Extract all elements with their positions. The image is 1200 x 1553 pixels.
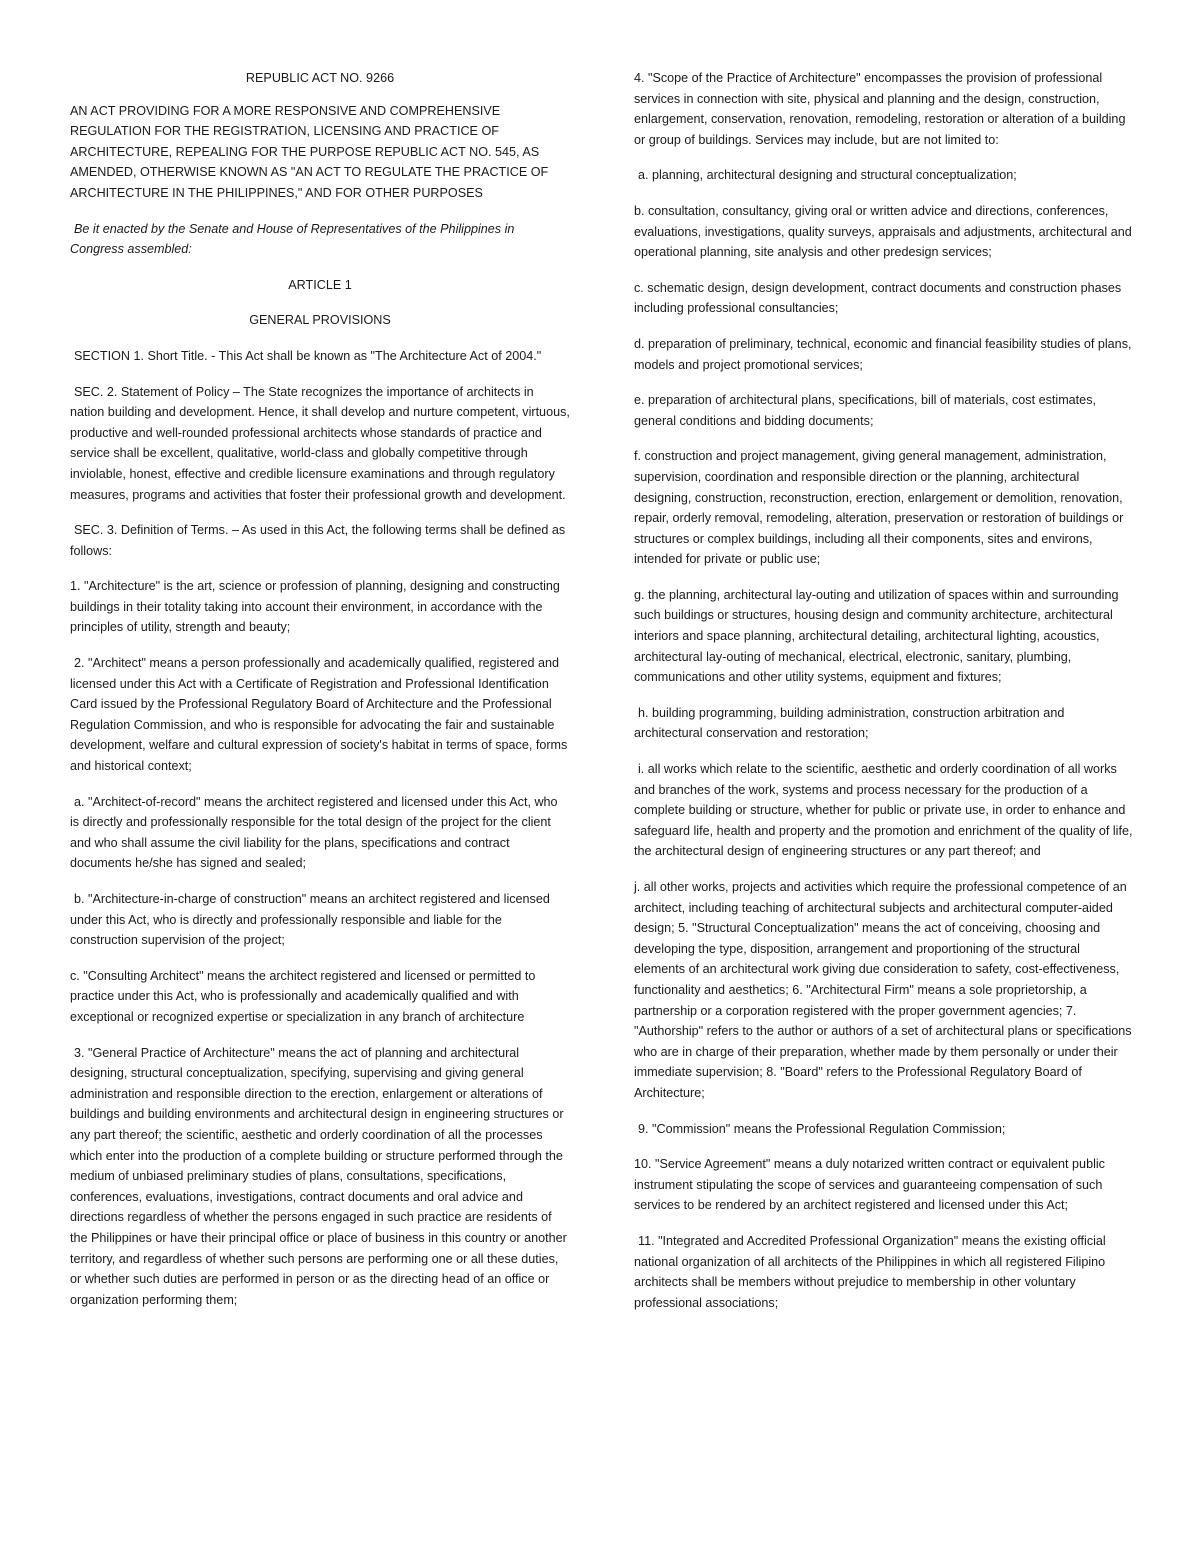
section-2: SEC. 2. Statement of Policy – The State recognizes the importance of architects in nation building and development. Hence, it shall develop and nurture competent, virtuous, productive and well-rounded professional architects whose standards of practice and service shall be excellent, qualitative, world-class and globally competitive through inviolable, honest, effective and credible licensure examinations and through regulatory measures, programs and activities that foster their professional growth and development. xyxy=(70,384,570,502)
right-column xyxy=(634,68,1134,1328)
scope-item-h: h. building programming, building administration, construction arbitration and architectural conservation and restoration; xyxy=(634,705,1065,741)
article-number: ARTICLE 1 xyxy=(288,277,352,292)
article-heading: GENERAL PROVISIONS xyxy=(249,313,391,328)
scope-item-c: c. schematic design, design development, contract documents and construction phases including professional consultancies; xyxy=(634,280,1122,316)
act-long-title: AN ACT PROVIDING FOR A MORE RESPONSIVE AND COMPREHENSIVE REGULATION FOR THE REGISTRATION, LICENSING AND PRACTICE OF ARCHITECTURE, REPEALING FOR THE PURPOSE REPUBLIC ACT NO. 545, AS AMENDED, OTHERWISE KNOWN AS "AN ACT TO REGULATE THE PRACTICE OF ARCHITECTURE IN THE PHILIPPINES," AND FOR OTHER PURPOSES xyxy=(70,103,549,200)
definition-3: 3. "General Practice of Architecture" means the act of planning and architectural designing, structural conceptualization, specifying, supervising and giving general administration and responsible direction to the erection, enlargement or alterations of buildings and building environments and architectural design in engineering structures or any part thereof; the scientific, aesthetic and orderly coordination of all the processes which enter into the production of a complete building or structure performed through the medium of unbiased preliminary studies of plans, consultations, specifications, conferences, evaluations, investigations, contract documents and oral advice and directions regardless of whether the persons engaged in such practice are residents of the Philippines or have their principal office or place of business in this country or another territory, and regardless of whether such persons are performing one or all these duties, or whether such duties are performed in person or as the directing head of an office or organization performing them; xyxy=(70,1045,567,1307)
scope-item-g: g. the planning, architectural lay-outing and utilization of spaces within and surrounding such buildings or structures, housing design and community architecture, architectural interiors and space planning, architectural detailing, architectural lighting, acoustics, architectural lay-outing of mechanical, electrical, electronic, sanitary, plumbing, communications and other utility systems, equipment and fixtures; xyxy=(634,587,1119,685)
scope-item-f: f. construction and project management, giving general management, administration, supervision, coordination and responsible direction or the planning, architectural designing, construction, reconstruction, erection, enlargement or demolition, renovation, repair, orderly removal, remodeling, alteration, preservation or restoration of buildings or structures or complex buildings, including all their components, sites and environs, intended for private or public use; xyxy=(634,449,1124,567)
section-1: SECTION 1. Short Title. - This Act shall be known as "The Architecture Act of 2004." xyxy=(74,348,542,363)
left-column xyxy=(70,68,570,1325)
scope-item-d: d. preparation of preliminary, technical, economic and financial feasibility studies of plans, models and project promotional services; xyxy=(634,336,1132,372)
definition-4: 4. "Scope of the Practice of Architecture" encompasses the provision of professional services in connection with site, physical and planning and the design, construction, enlargement, conservation, renovation, remodeling, restoration or alteration of a building or group of buildings. Services may include, but are not limited to: xyxy=(634,71,1126,147)
scope-item-e: e. preparation of architectural plans, specifications, bill of materials, cost estimates, general conditions and bidding documents; xyxy=(634,393,1096,428)
act-title: REPUBLIC ACT NO. 9266 xyxy=(245,71,395,85)
definition-2: 2. "Architect" means a person professionally and academically qualified, registered and licensed under this Act with a Certificate of Registration and Professional Identification Card issued by the Professional Regulatory Board of Architecture and the Professional Regulation Commission, and who is responsible for advocating the fair and sustainable development, welfare and cultural expression of society's habitat in terms of space, forms and historical context; xyxy=(70,656,568,774)
definition-1: 1. "Architecture" is the art, science or profession of planning, designing and constructing buildings in their totality taking into account their environment, in accordance with the principles of utility, strength and beauty; xyxy=(70,579,560,635)
enacting-clause: Be it enacted by the Senate and House of Representatives of the Philippines in Congress assembled: xyxy=(70,221,515,257)
definition-9: 9. "Commission" means the Professional Regulation Commission; xyxy=(638,1121,1006,1136)
scope-item-i: i. all works which relate to the scientific, aesthetic and orderly coordination of all works and branches of the work, systems and process necessary for the production of a complete building or structure, whether for public or private use, in order to enhance and safeguard life, health and property and the promotion and enrichment of the quality of life, the architectural design of engineering structures or any part thereof; and xyxy=(634,762,1133,859)
scope-item-b: b. consultation, consultancy, giving oral or written advice and directions, conferences, evaluations, investigations, quality surveys, appraisals and adjustments, architectural and operational planning, site analysis and other predesign services; xyxy=(634,203,1132,260)
definition-2c: c. "Consulting Architect" means the architect registered and licensed or permitted to practice under this Act, who is professionally and academically qualified and with exceptional or recognized expertise or specialization in any branch of architecture xyxy=(70,968,536,1024)
section-3: SEC. 3. Definition of Terms. – As used in this Act, the following terms shall be defined as follows: xyxy=(70,523,566,558)
definition-10: 10. "Service Agreement" means a duly notarized written contract or equivalent public instrument stipulating the scope of services and guaranteeing compensation of such services to be rendered by an architect registered and licensed under this Act; xyxy=(634,1157,1105,1213)
scope-item-j: j. all other works, projects and activities which require the professional competence of an architect, including teaching of architectural subjects and architectural computer-aided design; 5. "Structural Conceptualization" means the act of conceiving, choosing and developing the type, disposition, arrangement and proportioning of the structural elements of an architectural work giving due consideration to safety, cost-effectiveness, functionality and aesthetics; 6. "Architectural Firm" means a sole proprietorship, a partnership or a corporation registered with the proper government agencies; 7. "Authorship" refers to the author or authors of a set of architectural plans or specifications who are in charge of their preparation, whether made by them personally or under their immediate supervision; 8. "Board" refers to the Professional Regulatory Board of Architecture; xyxy=(634,880,1132,1100)
definition-11: 11. "Integrated and Accredited Professional Organization" means the existing official national organization of all architects of the Philippines in which all registered Filipino architects shall be members without prejudice to membership in other voluntary professional associations; xyxy=(634,1233,1106,1310)
scope-item-a: a. planning, architectural designing and structural conceptualization; xyxy=(638,168,1017,183)
definition-2b: b. "Architecture-in-charge of construction" means an architect registered and licensed under this Act, who is directly and professionally responsible and liable for the construction supervision of the project; xyxy=(70,892,550,948)
definition-2a: a. "Architect-of-record" means the architect registered and licensed under this Act, who is directly and professionally responsible for the total design of the project for the client and who shall assume the civil liability for the plans, specifications and contract documents he/she has signed and sealed; xyxy=(70,794,558,871)
